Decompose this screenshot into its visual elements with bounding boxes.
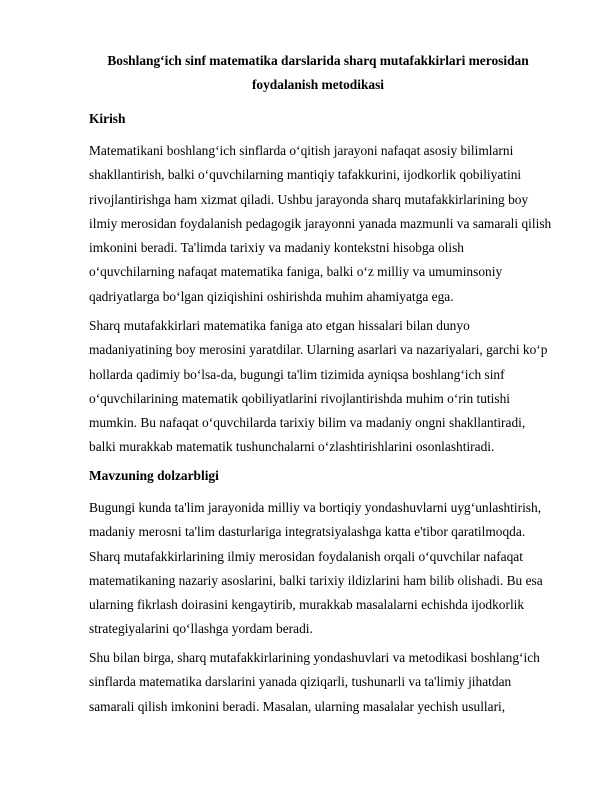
paragraph-line: Matematikani boshlang‘ich sinflarda o‘qitish jarayoni nafaqat asosiy bilimlarni xyxy=(89,143,514,158)
paragraph-line: Sharq mutafakkirlarining ilmiy merosidan foydalanish orqali o‘quvchilar nafaqat xyxy=(89,548,523,564)
paragraph-line: rivojlantirishga ham xizmat qiladi. Ushbu jarayonda sharq mutafakkirlarining boy xyxy=(89,191,529,207)
document-title xyxy=(90,49,546,98)
paragraph-line: imkonini beradi. Ta'limda tarixiy va madaniy kontekstni hisobga olish xyxy=(89,240,464,256)
paragraph-line: strategiyalarini qo‘llashga yordam beradi. xyxy=(89,621,313,637)
paragraph-1 xyxy=(89,139,564,309)
section-heading-kirish: Kirish xyxy=(89,111,126,126)
paragraph-line: hollarda qadimiy bo‘lsa-da, bugungi ta'lim tizimida ayniqsa boshlang‘ich sinf xyxy=(89,366,505,382)
paragraph-line: madaniy merosni ta'lim dasturlariga integratsiyalashga katta e'tibor qaratilmoqda. xyxy=(89,524,526,540)
paragraph-line: o‘quvchilarning nafaqat matematika faniga, balki o‘z milliy va umuminsoniy xyxy=(89,264,503,280)
paragraph-2 xyxy=(89,314,564,460)
section-heading-mavzuning-dolzarbligi: Mavzuning dolzarbligi xyxy=(89,468,219,483)
paragraph-line: ularning fikrlash doirasini kengaytirib, murakkab masalalarni echishda ijodkorlik xyxy=(89,597,525,613)
title-line: Boshlang‘ich sinf matematika darslarida sharq mutafakkirlari merosidan xyxy=(107,53,529,68)
paragraph-line: Sharq mutafakkirlari matematika faniga ato etgan hissalari bilan dunyo xyxy=(89,318,470,333)
paragraph-line: shakllantirish, balki o‘quvchilarning mantiqiy tafakkurini, ijodkorlik qobiliyatini xyxy=(89,167,522,183)
paragraph-line: ilmiy merosidan foydalanish pedagogik jarayonni yanada mazmunli va samarali qilish xyxy=(89,215,552,231)
paragraph-line: Bugungi kunda ta'lim jarayonida milliy va bortiqiy yondashuvlarni uyg‘unlashtirish, xyxy=(89,500,542,515)
paragraph-4 xyxy=(89,646,564,719)
paragraph-line: balki murakkab matematik tushunchalarni o‘zlashtirishlarini osonlashtiradi. xyxy=(89,439,495,455)
paragraph-line: samarali qilish imkonini beradi. Masalan, ularning masalalar yechish usullari, xyxy=(89,698,506,714)
paragraph-line: madaniyatining boy merosini yaratdilar. Ularning asarlari va nazariyalari, garchi ko‘p xyxy=(89,342,548,358)
paragraph-line: Shu bilan birga, sharq mutafakkirlarining yondashuvlari va metodikasi boshlang‘ich xyxy=(89,650,540,665)
paragraph-line: sinflarda matematika darslarini yanada qiziqarli, tushunarli va ta'limiy jihatdan xyxy=(89,674,512,690)
paragraph-3 xyxy=(89,496,564,642)
paragraph-line: mumkin. Bu nafaqat o‘quvchilarda tarixiy bilim va madaniy ongni shakllantiradi, xyxy=(89,415,526,431)
paragraph-line: o‘quvchilarining matematik qobiliyatlarini rivojlantirishda muhim o‘rin tutishi xyxy=(89,390,510,406)
title-line: foydalanish metodikasi xyxy=(251,77,385,93)
paragraph-line: matematikaning nazariy asoslarini, balki tarixiy ildizlarini ham bilib olishadi. Bu esa xyxy=(89,572,543,588)
paragraph-line: qadriyatlarga bo‘lgan qiziqishini oshirishda muhim ahamiyatga ega. xyxy=(89,288,454,304)
